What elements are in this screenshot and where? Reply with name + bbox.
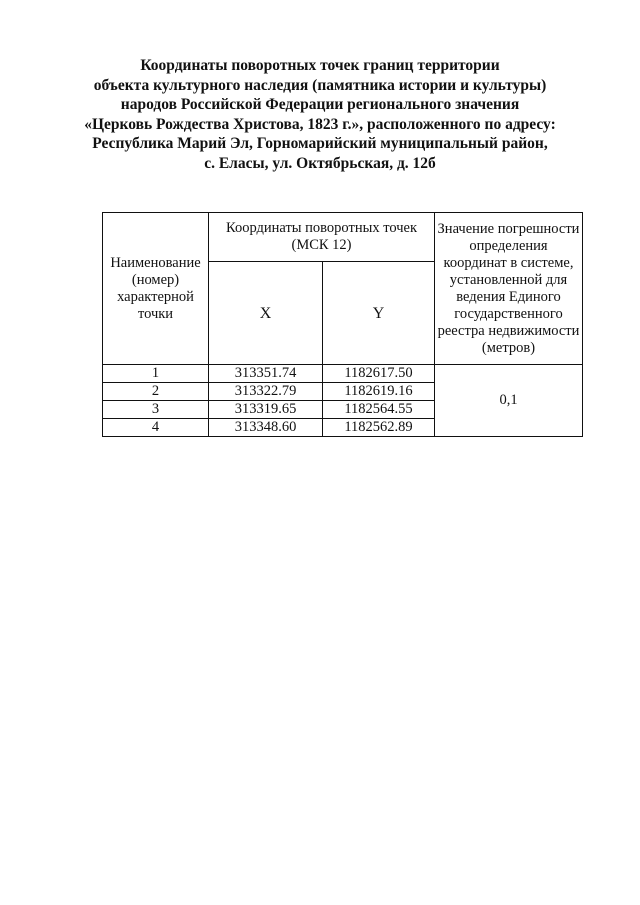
point-y: 1182562.89 xyxy=(323,419,435,437)
header-x: X xyxy=(209,262,323,365)
header-point-name: Наименование (номер) характерной точки xyxy=(103,213,209,365)
point-y: 1182564.55 xyxy=(323,401,435,419)
coordinates-table xyxy=(102,212,583,437)
title-line: народов Российской Федерации регионального значения xyxy=(120,96,520,113)
title-line: «Церковь Рождества Христова, 1823 г.», расположенного по адресу: xyxy=(84,115,556,133)
point-y: 1182619.16 xyxy=(323,383,435,401)
point-number: 2 xyxy=(103,383,209,401)
error-value: 0,1 xyxy=(435,365,583,437)
point-x: 313322.79 xyxy=(209,383,323,401)
header-coordinates: Координаты поворотных точек (МСК 12) xyxy=(209,213,435,262)
title-line: с. Еласы, ул. Октябрьская, д. 12б xyxy=(204,154,436,172)
table-row xyxy=(103,365,583,383)
point-x: 313348.60 xyxy=(209,419,323,437)
point-y: 1182617.50 xyxy=(323,365,435,383)
header-error: Значение погрешности определения координат в системе, установленной для ведения Единого государственного реестра недвижимости (метров) xyxy=(435,213,583,365)
table-header-row xyxy=(103,213,583,262)
header-y: Y xyxy=(323,262,435,365)
point-number: 3 xyxy=(103,401,209,419)
title-line: объекта культурного наследия (памятника истории и культуры) xyxy=(93,76,547,94)
title-line: Координаты поворотных точек границ территории xyxy=(140,57,500,74)
point-x: 313351.74 xyxy=(209,365,323,383)
title-line: Республика Марий Эл, Горномарийский муниципальный район, xyxy=(92,135,548,152)
point-x: 313319.65 xyxy=(209,401,323,419)
point-number: 1 xyxy=(103,365,209,383)
document-title xyxy=(60,56,580,173)
point-number: 4 xyxy=(103,419,209,437)
